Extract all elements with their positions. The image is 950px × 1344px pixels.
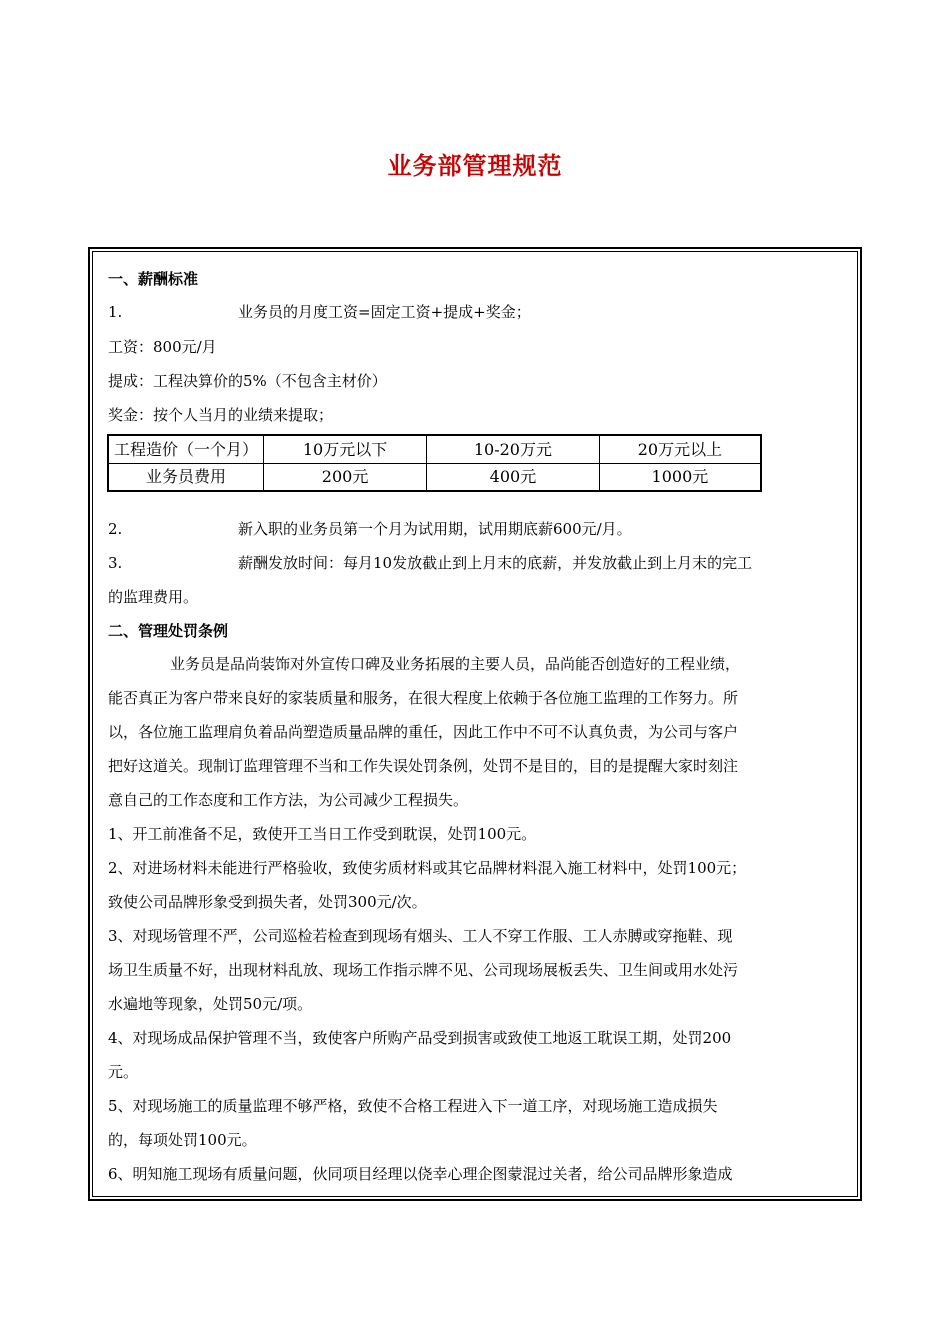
section-heading-penalty: 二、管理处罚条例 bbox=[108, 622, 229, 640]
item-text: 业务员的月度工资=固定工资+提成+奖金； bbox=[238, 303, 531, 321]
salary-item-2 bbox=[108, 519, 632, 539]
intro-paragraph-line: 以，各位施工监理肩负着品尚塑造质量品牌的重任，因此工作中不可不认真负责，为公司与客户 bbox=[108, 723, 739, 741]
fee-table-row bbox=[108, 464, 761, 492]
penalty-rule-line: 元。 bbox=[108, 1063, 139, 1081]
penalty-rule-line: 场卫生质量不好，出现材料乱放、现场工作指示牌不见、公司现场展板丢失、卫生间或用水处污 bbox=[108, 961, 739, 979]
content-frame bbox=[88, 247, 862, 1201]
salary-item-3-continued: 的监理费用。 bbox=[108, 588, 199, 606]
table-header-cell: 20万元以上 bbox=[599, 435, 761, 464]
penalty-rule-line: 水遍地等现象，处罚50元/项。 bbox=[108, 995, 313, 1013]
penalty-rule-line: 致使公司品牌形象受到损失者，处罚300元/次。 bbox=[108, 893, 427, 911]
section-heading-salary: 一、薪酬标准 bbox=[108, 270, 199, 288]
salary-item-3 bbox=[108, 553, 752, 573]
table-cell: 200元 bbox=[264, 464, 427, 492]
bonus-line: 奖金：按个人当月的业绩来提取； bbox=[108, 406, 334, 424]
fee-table bbox=[107, 434, 762, 492]
content-frame-inner bbox=[92, 251, 858, 1197]
item-number: 3. bbox=[108, 554, 123, 572]
table-row-label: 业务员费用 bbox=[108, 464, 264, 492]
penalty-rule-line: 6、明知施工现场有质量问题，伙同项目经理以侥幸心理企图蒙混过关者，给公司品牌形象造成 bbox=[108, 1165, 733, 1183]
salary-item-1 bbox=[108, 302, 531, 322]
table-cell: 400元 bbox=[427, 464, 600, 492]
intro-paragraph-line: 意自己的工作态度和工作方法，为公司减少工程损失。 bbox=[108, 791, 469, 809]
item-number: 1. bbox=[108, 303, 123, 321]
item-text: 薪酬发放时间：每月10发放截止到上月末的底薪，并发放截止到上月末的完工 bbox=[238, 554, 753, 572]
item-number: 2. bbox=[108, 520, 123, 538]
penalty-rule-line: 2、对进场材料未能进行严格验收，致使劣质材料或其它品牌材料混入施工材料中，处罚100元； bbox=[108, 859, 747, 877]
table-header-cell: 10万元以下 bbox=[264, 435, 427, 464]
penalty-rule-line: 1、开工前准备不足，致使开工当日工作受到耽误，处罚100元。 bbox=[108, 825, 537, 843]
intro-paragraph-line: 能否真正为客户带来良好的家装质量和服务，在很大程度上依赖于各位施工监理的工作努力。所 bbox=[108, 689, 739, 707]
item-text: 新入职的业务员第一个月为试用期，试用期底薪600元/月。 bbox=[238, 520, 632, 538]
penalty-rule-line: 的，每项处罚100元。 bbox=[108, 1131, 257, 1149]
penalty-rule-line: 5、对现场施工的质量监理不够严格，致使不合格工程进入下一道工序，对现场施工造成损失 bbox=[108, 1097, 718, 1115]
wage-line: 工资：800元/月 bbox=[108, 338, 217, 356]
intro-paragraph-line: 业务员是品尚装饰对外宣传口碑及业务拓展的主要人员，品尚能否创造好的工程业绩， bbox=[170, 655, 741, 673]
intro-paragraph-line: 把好这道关。现制订监理管理不当和工作失误处罚条例，处罚不是目的，目的是提醒大家时刻注 bbox=[108, 757, 739, 775]
table-header-cell: 工程造价（一个月） bbox=[108, 435, 264, 464]
commission-line: 提成：工程决算价的5%（不包含主材价） bbox=[108, 372, 387, 390]
page-title: 业务部管理规范 bbox=[387, 152, 563, 180]
table-cell: 1000元 bbox=[599, 464, 761, 492]
table-header-cell: 10-20万元 bbox=[427, 435, 600, 464]
fee-table-header-row bbox=[108, 435, 761, 464]
penalty-rule-line: 4、对现场成品保护管理不当，致使客户所购产品受到损害或致使工地返工耽误工期，处罚200 bbox=[108, 1029, 732, 1047]
penalty-rule-line: 3、对现场管理不严，公司巡检若检查到现场有烟头、工人不穿工作服、工人赤膊或穿拖鞋、现 bbox=[108, 927, 733, 945]
